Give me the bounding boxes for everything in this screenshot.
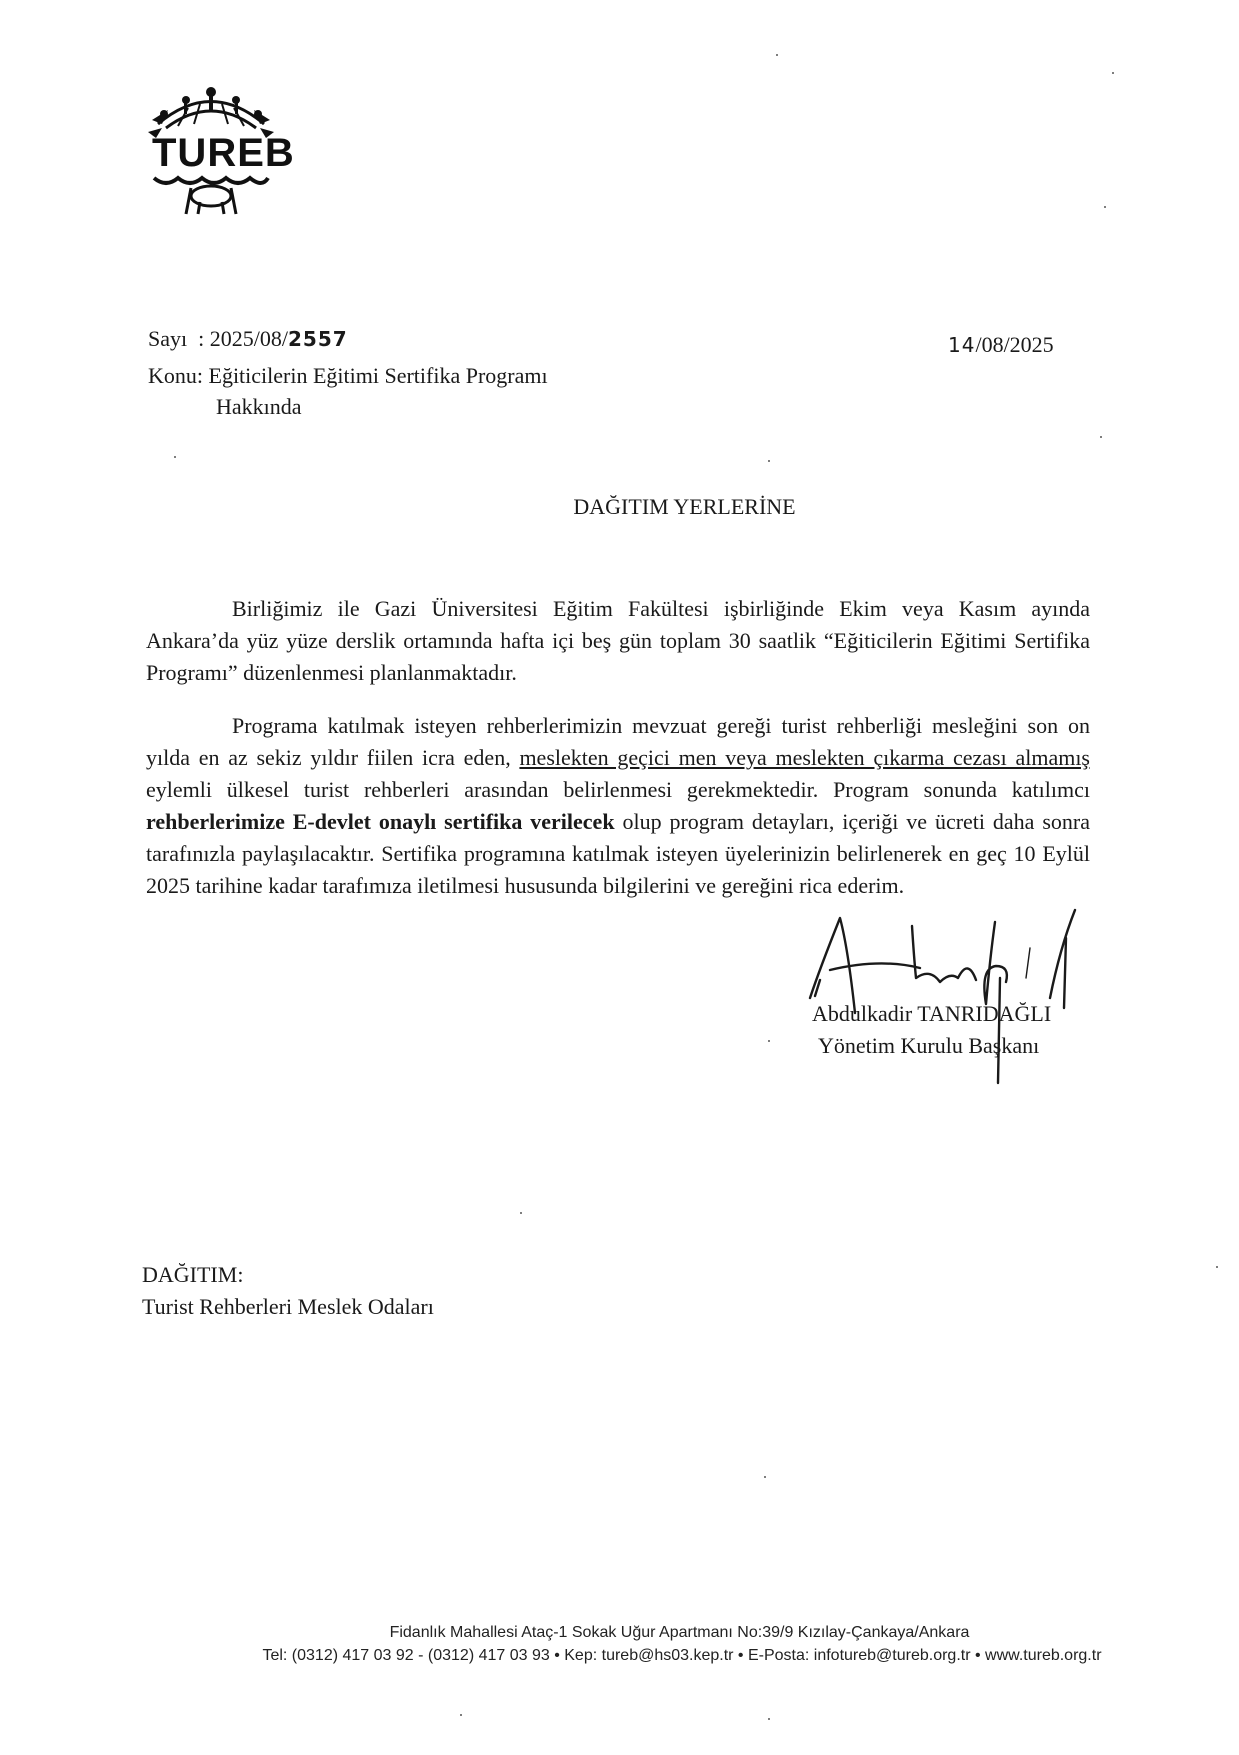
logo-wordmark: TUREB	[152, 131, 295, 175]
reference-number: Sayı : 2025/08/2557	[148, 326, 348, 351]
scan-speck	[764, 1476, 766, 1478]
konu-line1: Eğiticilerin Eğitimi Sertifika Programı	[208, 363, 548, 388]
signer-name: Abdulkadir TANRIDAĞLI	[812, 1001, 1052, 1026]
date-value: /08/2025	[975, 332, 1054, 357]
distribution-recipient: Turist Rehberleri Meslek Odaları	[142, 1294, 434, 1319]
distribution-label: DAĞITIM:	[142, 1262, 244, 1287]
scan-speck	[1112, 72, 1114, 74]
body-paragraph-2	[146, 710, 1090, 902]
subject	[148, 362, 548, 391]
paragraph-2-part3: olup program detayları, içeriği ve ücreti daha sonra tarafınızla paylaşılacaktır. Sertifika programına katılmak isteyen üyelerinizin belirlenerek en geç 10 Eylül 2025 tarihine kadar tarafımıza iletilmesi hususunda bilgilerini ve gereğini rica ederim.	[146, 809, 1090, 898]
paragraph-1-text: Birliğimiz ile Gazi Üniversitesi Eğitim Fakültesi işbirliğinde Ekim veya Kasım ayında Ankara’da yüz yüze derslik ortamında hafta içi beş gün toplam 30 saatlik “Eğiticilerin Eğitimi Sertifika Programı” düzenlenmesi planlanmaktadır.	[146, 596, 1090, 685]
document-date	[948, 331, 1054, 360]
body-paragraph-1	[146, 593, 1090, 689]
scan-speck	[776, 54, 778, 56]
scan-speck	[768, 1040, 770, 1042]
paragraph-2-part1: Programa katılmak isteyen rehberlerimizin mevzuat gereği turist rehberliği mesleğini son on yılda en az sekiz yıldır fiilen icra eden,	[146, 713, 1090, 770]
scan-speck	[174, 456, 176, 458]
sayi-label: Sayı	[148, 326, 188, 351]
addressee-title: DAĞITIM YERLERİNE	[573, 494, 796, 519]
sayi-value: 2025/08/	[209, 326, 288, 351]
sayi-handwritten: 2557	[287, 327, 348, 351]
konu-label: Konu:	[148, 363, 203, 388]
footer-address: Fidanlık Mahallesi Ataç-1 Sokak Uğur Apartmanı No:39/9 Kızılay-Çankaya/Ankara	[389, 1624, 970, 1641]
scan-speck	[768, 460, 770, 462]
scan-speck	[520, 1212, 522, 1214]
scan-speck	[1104, 206, 1106, 208]
scan-speck	[768, 1718, 770, 1720]
scan-speck	[1100, 436, 1102, 438]
scan-speck	[460, 1714, 462, 1716]
date-handwritten-day: 14	[948, 333, 976, 357]
paragraph-2-part2: eylemli ülkesel turist rehberleri arasından belirlenmesi gerekmektedir. Program sonunda katılımcı	[146, 777, 1090, 802]
scan-speck	[1216, 1266, 1218, 1268]
footer-contact: Tel: (0312) 417 03 92 - (0312) 417 03 93 • Kep: tureb@hs03.kep.tr • E-Posta: infotureb@tureb.org.tr • www.tureb.org.tr	[262, 1647, 1102, 1664]
subject-line2: Hakkında	[216, 394, 302, 419]
paragraph-2-underlined: meslekten geçici men veya meslekten çıkarma cezası almamış	[519, 745, 1090, 770]
paragraph-2-bold: rehberlerimize E-devlet onaylı sertifika verilecek	[146, 809, 615, 834]
signer-position: Yönetim Kurulu Başkanı	[818, 1033, 1040, 1058]
